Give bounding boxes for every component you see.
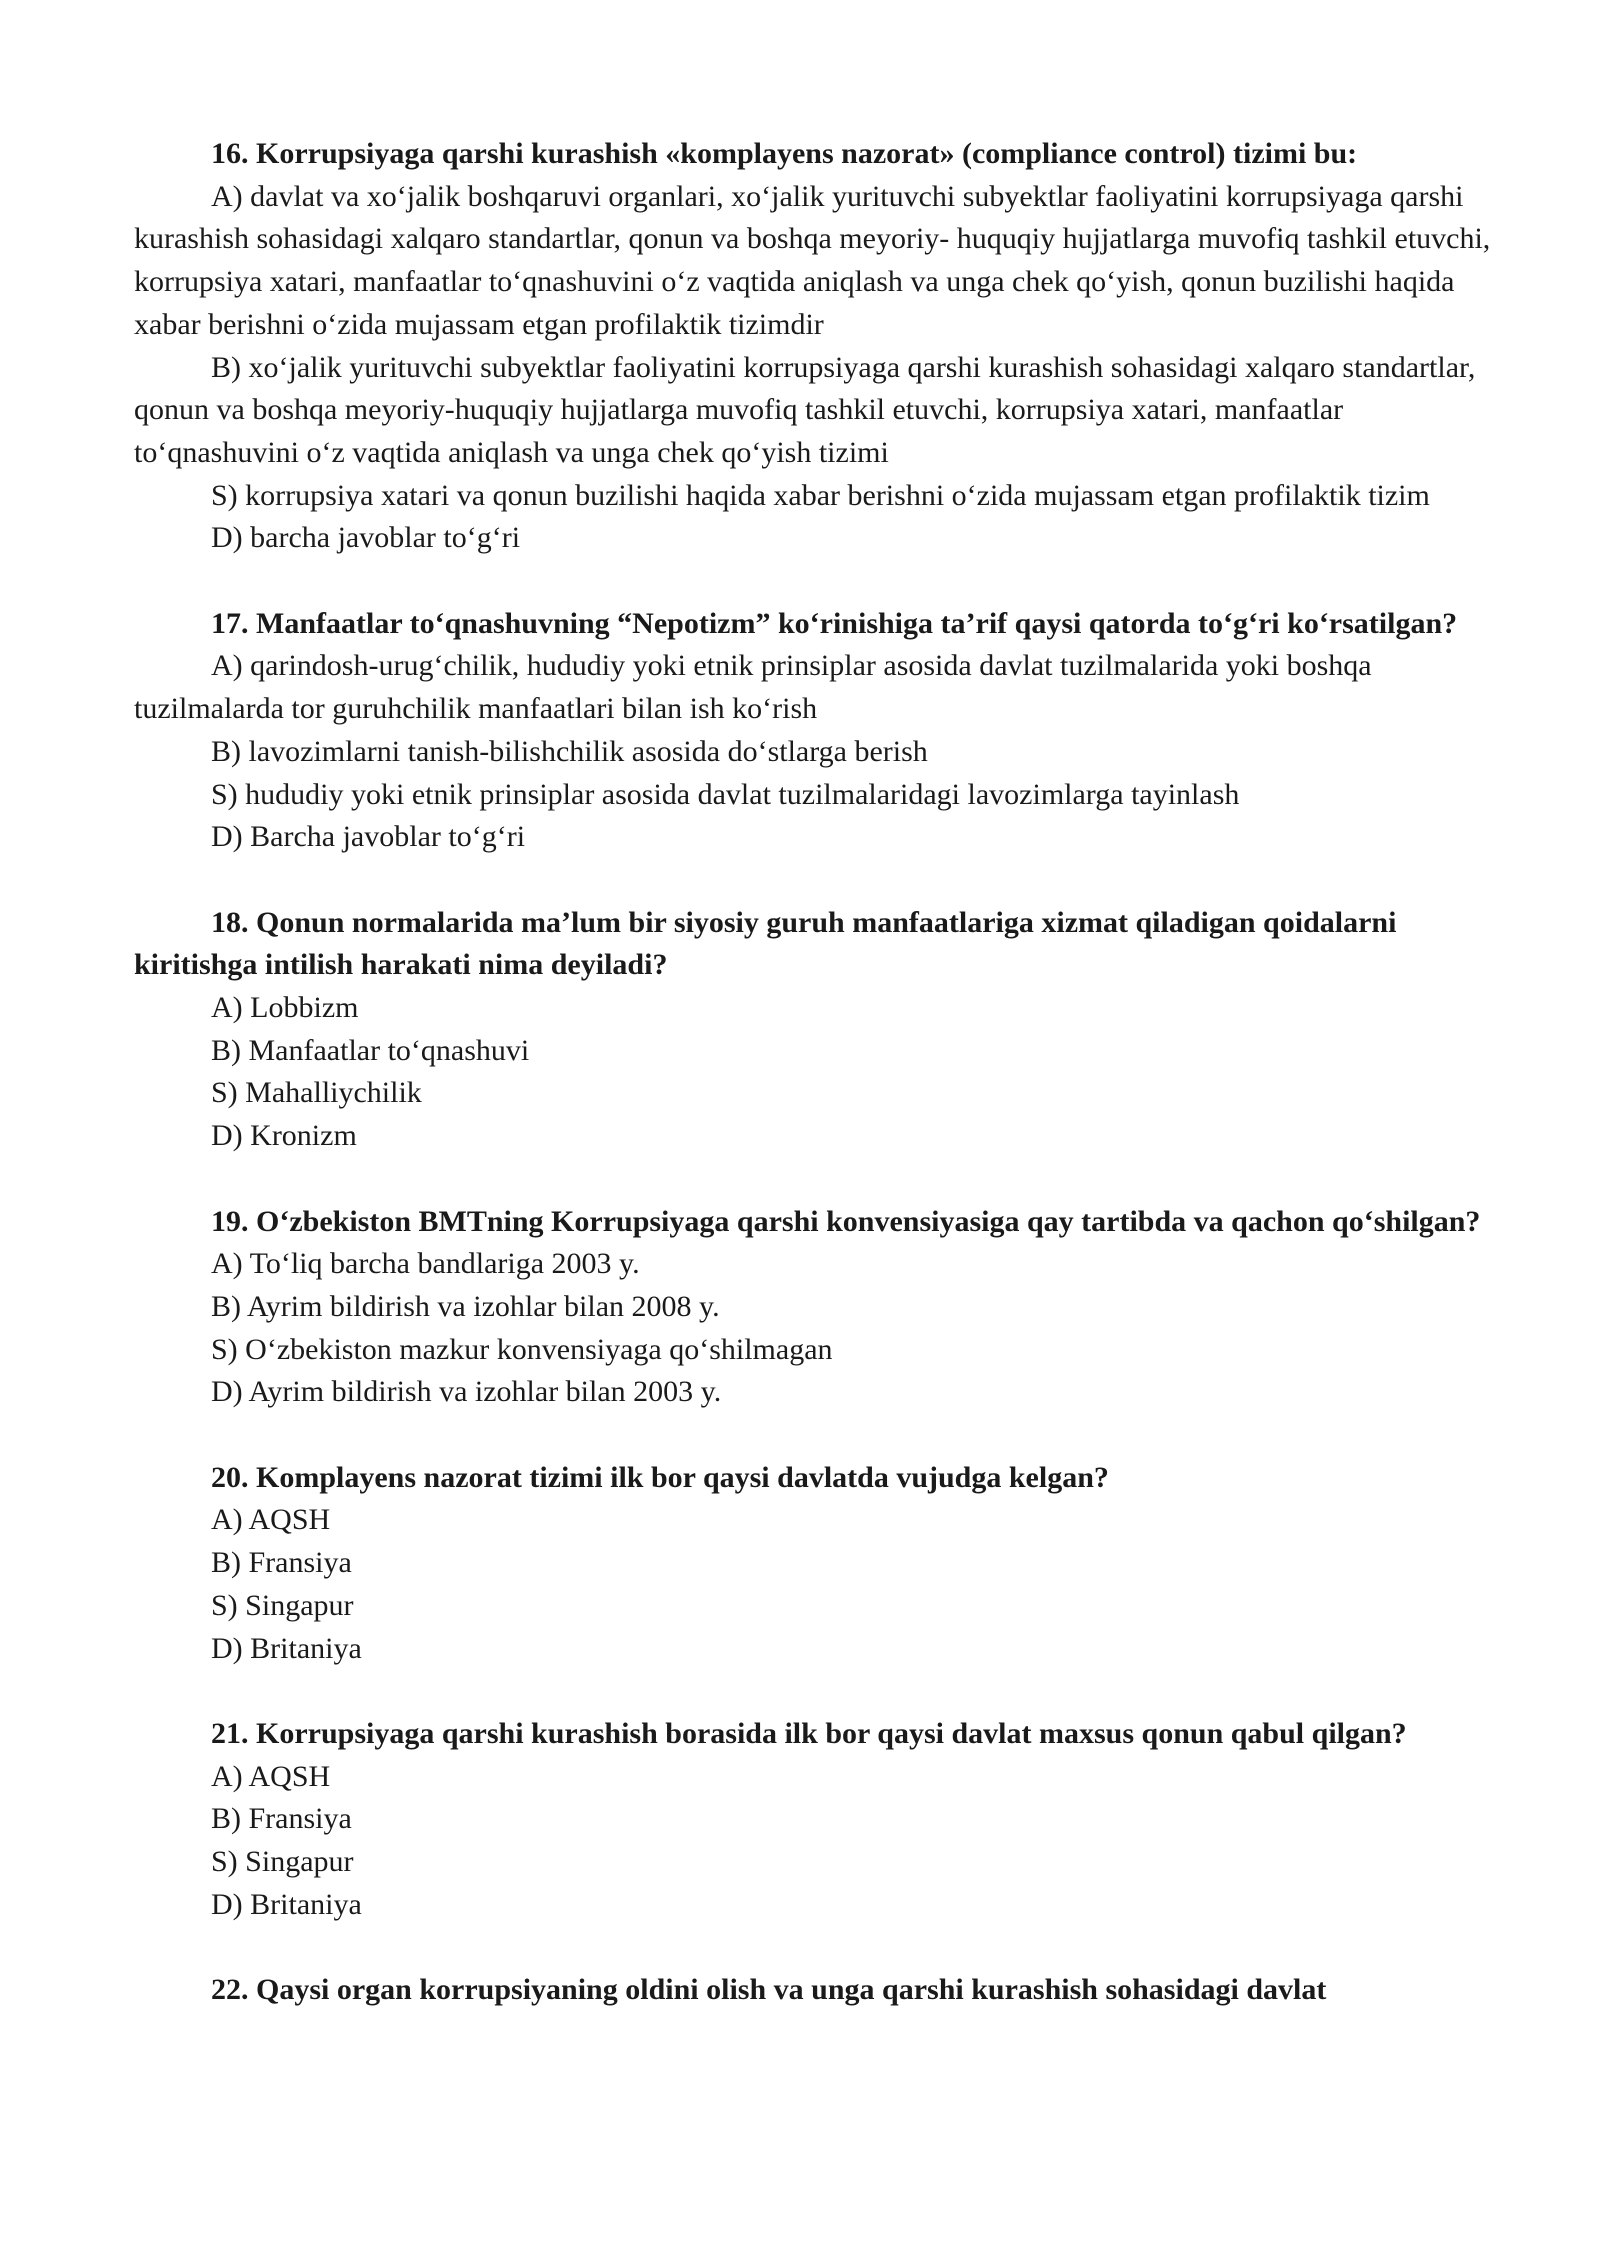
- answer-option-s: S) Mahalliychilik: [211, 1076, 422, 1110]
- answer-option-s: S) Singapur: [211, 1588, 354, 1622]
- answer-option-d: D) Britaniya: [211, 1887, 362, 1921]
- answer-option-a: A) AQSH: [211, 1759, 331, 1793]
- answer-option-d: D) Ayrim bildirish va izohlar bilan 2003 y.: [211, 1375, 722, 1409]
- document-page: [134, 133, 1506, 2055]
- question-22: [134, 1969, 1506, 2012]
- answer-option-b: B) Ayrim bildirish va izohlar bilan 2008 y.: [211, 1289, 720, 1323]
- answer-option-b: B) Manfaatlar to‘qnashuvi: [211, 1033, 530, 1067]
- question-17: [134, 603, 1506, 859]
- question-20: [134, 1457, 1506, 1671]
- question-title: 22. Qaysi organ korrupsiyaning oldini olish va unga qarshi kurashish sohasidagi davlat: [211, 1973, 1327, 2007]
- question-title: 17. Manfaatlar to‘qnashuvning “Nepotizm” ko‘rinishiga ta’rif qaysi qatorda to‘g‘ri ko‘rsatilgan?: [211, 606, 1458, 640]
- question-title: 21. Korrupsiyaga qarshi kurashish borasida ilk bor qaysi davlat maxsus qonun qabul qilgan?: [211, 1716, 1407, 1750]
- answer-option-b: B) xo‘jalik yurituvchi subyektlar faoliyatini korrupsiyaga qarshi kurashish sohasidagi xalqaro standartlar, qonun va boshqa meyoriy-huquqiy hujjatlarga muvofiq tashkil etuvchi, korrupsiya xatari, manfaatlar to‘qnashuvini o‘z vaqtida aniqlash va unga chek qo‘yish tizimi: [134, 350, 1476, 469]
- question-title: 16. Korrupsiyaga qarshi kurashish «komplayens nazorat» (compliance control) tizimi bu:: [211, 137, 1358, 170]
- answer-option-b: B) Fransiya: [211, 1546, 352, 1580]
- answer-option-d: D) Barcha javoblar to‘g‘ri: [211, 820, 526, 854]
- answer-option-s: S) Singapur: [211, 1845, 354, 1879]
- answer-option-s: S) hududiy yoki etnik prinsiplar asosida davlat tuzilmalaridagi lavozimlarga tayinlash: [211, 777, 1240, 811]
- answer-option-d: D) barcha javoblar to‘g‘ri: [211, 521, 521, 555]
- answer-option-a: A) Lobbizm: [211, 991, 359, 1025]
- answer-option-s: S) O‘zbekiston mazkur konvensiyaga qo‘shilmagan: [211, 1332, 833, 1366]
- answer-option-d: D) Britaniya: [211, 1631, 362, 1665]
- answer-option-b: B) Fransiya: [211, 1802, 352, 1836]
- question-19: [134, 1201, 1506, 1415]
- question-title: 18. Qonun normalarida ma’lum bir siyosiy guruh manfaatlariga xizmat qiladigan qoidalarni kiritishga intilish harakati nima deyiladi?: [134, 905, 1397, 982]
- question-18: [134, 902, 1506, 1158]
- answer-option-s: S) korrupsiya xatari va qonun buzilishi haqida xabar berishni o‘zida mujassam etgan profilaktik tizim: [211, 478, 1430, 512]
- answer-option-a: A) davlat va xo‘jalik boshqaruvi organlari, xo‘jalik yurituvchi subyektlar faoliyatini korrupsiyaga qarshi kurashish sohasidagi xalqaro standartlar, qonun va boshqa meyoriy- huquqiy hujjatlarga muvofiq tashkil etuvchi, korrupsiya xatari, manfaatlar to‘qnashuvini o‘z vaqtida aniqlash va unga chek qo‘yish, qonun buzilishi haqida xabar berishni o‘zida mujassam etgan profilaktik tizimdir: [134, 179, 1491, 341]
- answer-option-a: A) AQSH: [211, 1503, 331, 1537]
- answer-option-d: D) Kronizm: [211, 1119, 357, 1153]
- answer-option-a: A) qarindosh-urug‘chilik, hududiy yoki etnik prinsiplar asosida davlat tuzilmalarida yoki boshqa tuzilmalarda tor guruhchilik manfaatlari bilan ish ko‘rish: [134, 649, 1372, 726]
- question-title: 20. Komplayens nazorat tizimi ilk bor qaysi davlatda vujudga kelgan?: [211, 1460, 1109, 1494]
- question-21: [134, 1713, 1506, 1927]
- question-16: [134, 133, 1506, 560]
- answer-option-a: A) To‘liq barcha bandlariga 2003 y.: [211, 1247, 640, 1281]
- answer-option-b: B) lavozimlarni tanish-bilishchilik asosida do‘stlarga berish: [211, 734, 928, 768]
- question-title: 19. O‘zbekiston BMTning Korrupsiyaga qarshi konvensiyasiga qay tartibda va qachon qo‘shilgan?: [211, 1204, 1481, 1238]
